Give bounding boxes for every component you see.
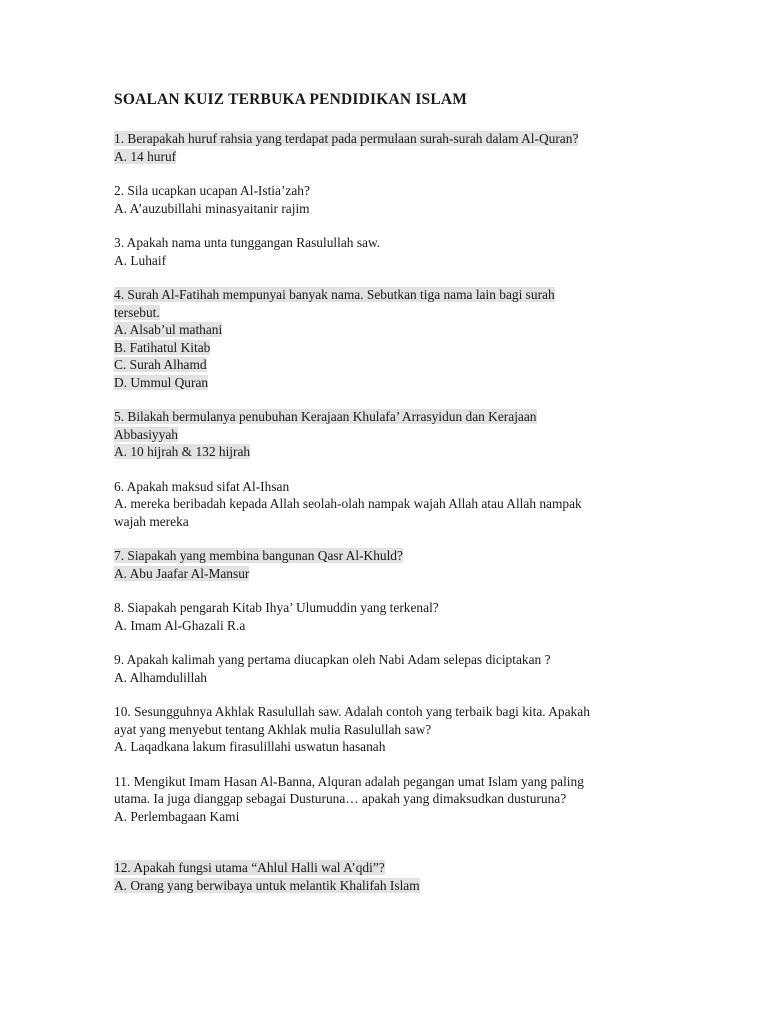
- question-text: 9. Apakah kalimah yang pertama diucapkan oleh Nabi Adam selepas diciptakan ?: [114, 652, 551, 667]
- question-item-3: [114, 234, 674, 269]
- question-item-4: [114, 286, 674, 391]
- question-text: 6. Apakah maksud sifat Al-Ihsan: [114, 478, 290, 494]
- answer-text: A. Abu Jaafar Al-Mansur: [114, 565, 250, 581]
- question-text: 5. Bilakah bermulanya penubuhan Kerajaan Khulafa’ Arrasyidun dan Kerajaan Abbasiyyah: [114, 409, 537, 442]
- answer-text: A. Alsab’ul mathani B. Fatihatul Kitab C. Surah Alhamd D. Ummul Quran: [114, 322, 223, 390]
- question-item-2: [114, 182, 674, 217]
- answer-text: A. 10 hijrah & 132 hijrah: [114, 444, 251, 459]
- answer-text: A. Luhaif: [114, 252, 167, 268]
- document-page: [114, 90, 674, 911]
- answer-text: A. 14 huruf: [114, 148, 177, 164]
- answer-text: A. mereka beribadah kepada Allah seolah-olah nampak wajah Allah atau Allah nampak wajah mereka: [114, 496, 582, 529]
- question-text: 8. Siapakah pengarah Kitab Ihya’ Ulumuddin yang terkenal?: [114, 600, 439, 615]
- answer-text: A. Alhamdulillah: [114, 669, 207, 685]
- answer-text: A. Perlembagaan Kami: [114, 808, 240, 824]
- question-item-6: [114, 478, 674, 531]
- document-title: SOALAN KUIZ TERBUKA PENDIDIKAN ISLAM: [114, 91, 468, 108]
- answer-text: A. A’auzubillahi minasyaitanir rajim: [114, 200, 310, 216]
- question-item-11: [114, 773, 674, 826]
- question-text: 1. Berapakah huruf rahsia yang terdapat pada permulaan surah-surah dalam Al-Quran?: [114, 131, 579, 146]
- question-item-9: [114, 651, 674, 686]
- question-text: 11. Mengikut Imam Hasan Al-Banna, Alquran adalah pegangan umat Islam yang paling utama. Ia juga dianggap sebagai Dusturuna… apakah yang dimaksudkan dusturuna?: [114, 773, 584, 806]
- question-text: 7. Siapakah yang membina bangunan Qasr Al-Khuld?: [114, 548, 403, 563]
- question-text: 2. Sila ucapkan ucapan Al-Istia’zah?: [114, 183, 310, 198]
- answer-text: A. Laqadkana lakum firasulillahi uswatun hasanah: [114, 739, 386, 754]
- question-item-1: [114, 130, 674, 165]
- question-item-5: [114, 408, 674, 461]
- question-text: 10. Sesungguhnya Akhlak Rasulullah saw. Adalah contoh yang terbaik bagi kita. Apakah ayat yang menyebut tentang Akhlak mulia Rasulullah saw?: [114, 704, 590, 737]
- answer-text: A. Imam Al-Ghazali R.a: [114, 617, 246, 633]
- question-text: 4. Surah Al-Fatihah mempunyai banyak nama. Sebutkan tiga nama lain bagi surah tersebut.: [114, 287, 555, 320]
- question-item-12: [114, 859, 674, 894]
- question-item-10: [114, 703, 674, 756]
- question-item-8: [114, 599, 674, 634]
- question-item-7: [114, 547, 674, 582]
- question-text: 3. Apakah nama unta tunggangan Rasulullah saw.: [114, 235, 381, 250]
- answer-text: A. Orang yang berwibaya untuk melantik Khalifah Islam: [114, 877, 420, 893]
- question-text: 12. Apakah fungsi utama “Ahlul Halli wal A’qdi”?: [114, 860, 385, 875]
